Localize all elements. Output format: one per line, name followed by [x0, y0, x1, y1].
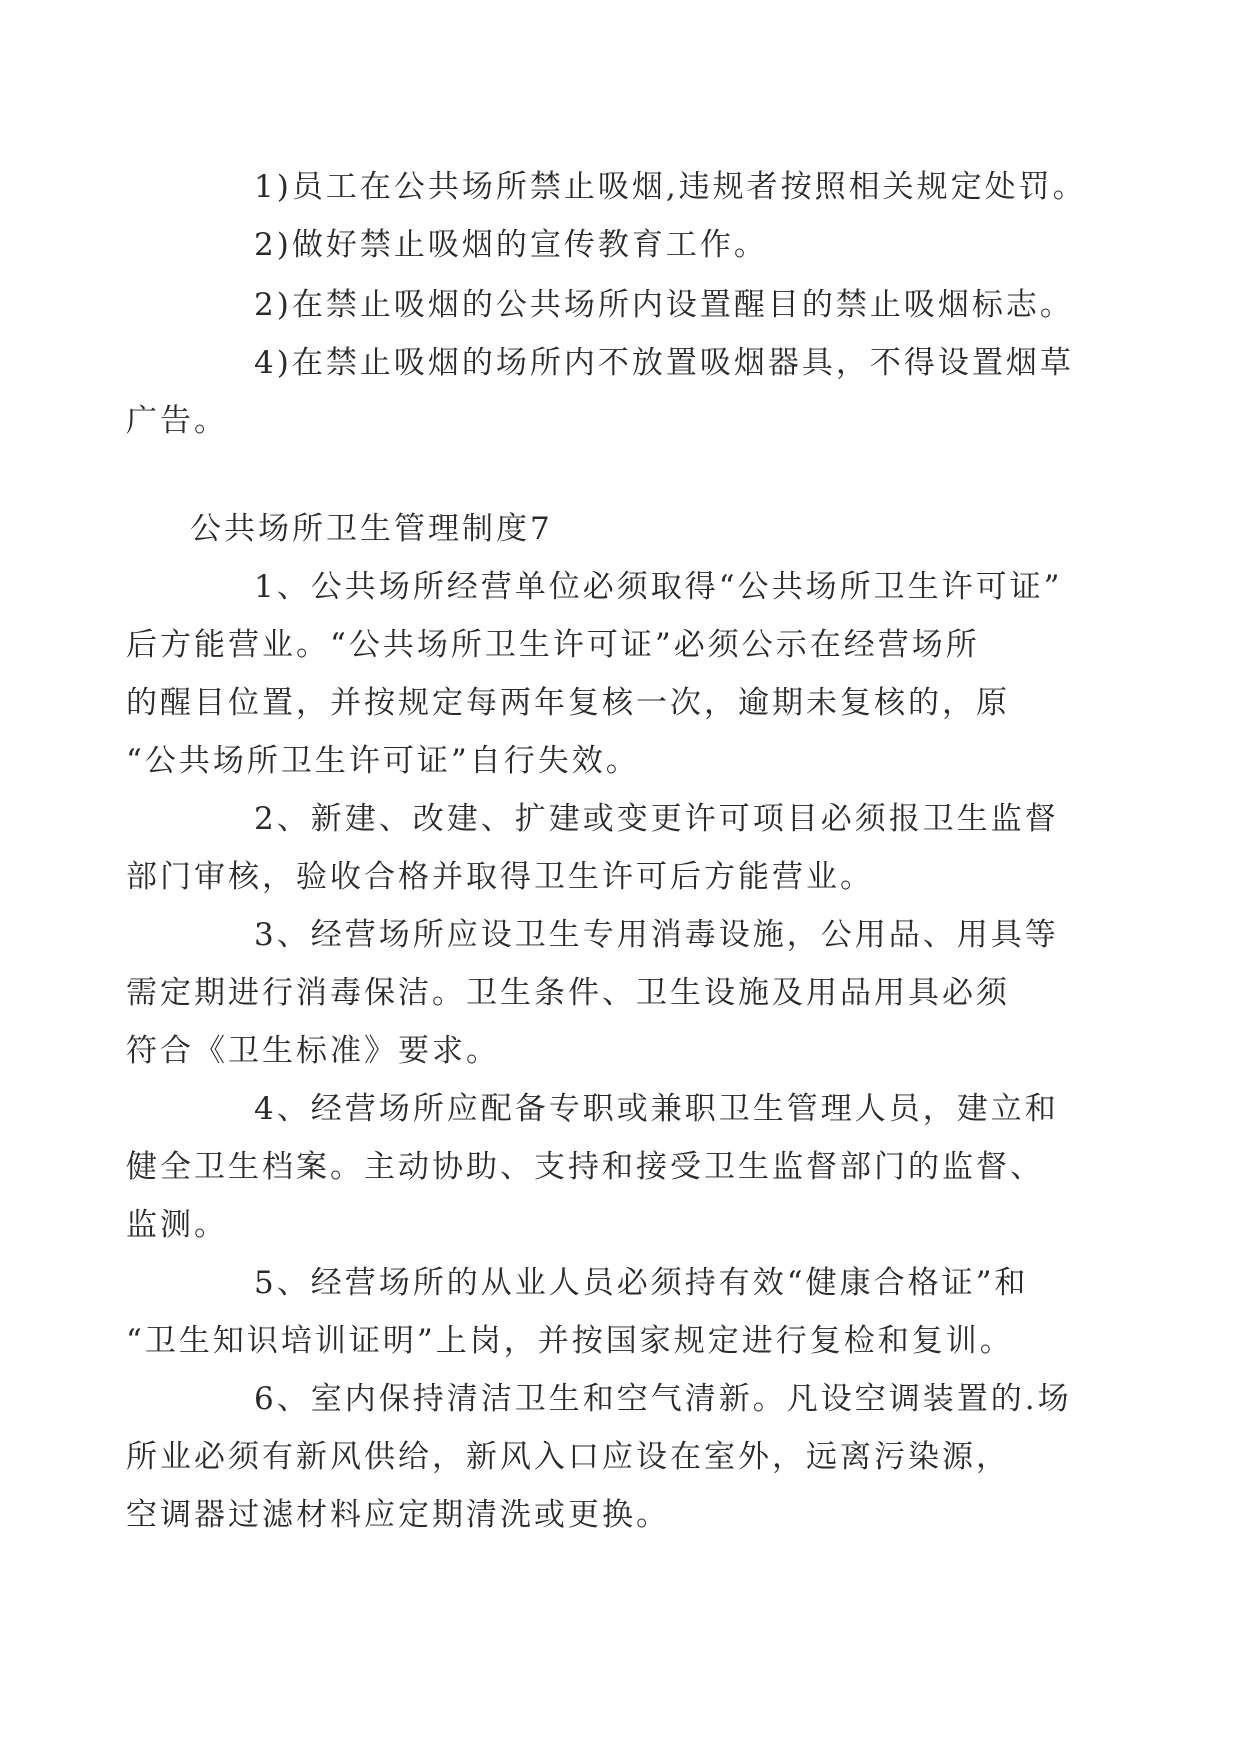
paragraph-1-line-2: 后方能营业。“公共场所卫生许可证”必须公示在经营场所 [126, 627, 980, 663]
smoking-rule-4-line-2: 广告。 [126, 403, 228, 439]
paragraph-6-line-3: 空调器过滤材料应定期清洗或更换。 [126, 1497, 670, 1533]
paragraph-6 [126, 1370, 1090, 1544]
paragraph-6-line-2: 所业必须有新风供给，新风入口应设在室外，远离污染源， [126, 1439, 1010, 1475]
paragraph-1-line-4: “公共场所卫生许可证”自行失效。 [126, 743, 640, 779]
smoking-rule-3 [190, 276, 1090, 334]
paragraph-4-line-1: 4、经营场所应配备专职或兼职卫生管理人员，建立和 [254, 1091, 1059, 1127]
smoking-rule-3-text: 2)在禁止吸烟的公共场所内设置醒目的禁止吸烟标志。 [254, 287, 1074, 323]
smoking-rule-4-line-1: 4)在禁止吸烟的场所内不放置吸烟器具，不得设置烟草 [254, 345, 1074, 381]
paragraph-1-line-3: 的醒目位置，并按规定每两年复核一次，逾期未复核的，原 [126, 685, 1010, 721]
paragraph-1 [126, 558, 1090, 790]
smoking-rule-1 [190, 158, 1090, 216]
paragraph-3-line-2: 需定期进行消毒保洁。卫生条件、卫生设施及用品用具必须 [126, 975, 1010, 1011]
paragraph-5-line-1: 5、经营场所的从业人员必须持有效“健康合格证”和 [254, 1265, 1029, 1301]
smoking-rule-2-text: 2)做好禁止吸烟的宣传教育工作。 [254, 227, 768, 263]
smoking-rule-4 [126, 334, 1090, 450]
paragraph-3-line-3: 符合《卫生标准》要求。 [126, 1033, 500, 1069]
paragraph-5 [126, 1254, 1090, 1370]
document-body [126, 158, 1090, 1544]
paragraph-2 [126, 790, 1090, 906]
paragraph-4-line-3: 监测。 [126, 1207, 228, 1243]
paragraph-4-line-2: 健全卫生档案。主动协助、支持和接受卫生监督部门的监督、 [126, 1149, 1044, 1185]
paragraph-3 [126, 906, 1090, 1080]
paragraph-4 [126, 1080, 1090, 1254]
smoking-rule-1-text: 1)员工在公共场所禁止吸烟,违规者按照相关规定处罚。 [254, 169, 1087, 205]
paragraph-2-line-2: 部门审核，验收合格并取得卫生许可后方能营业。 [126, 859, 874, 895]
section-title: 公共场所卫生管理制度7 [190, 511, 553, 547]
paragraph-6-line-1: 6、室内保持清洁卫生和空气清新。凡设空调装置的.场 [254, 1381, 1072, 1417]
paragraph-3-line-1: 3、经营场所应设卫生专用消毒设施，公用品、用具等 [254, 917, 1059, 953]
smoking-rule-2 [190, 216, 1090, 274]
paragraph-5-line-2: “卫生知识培训证明”上岗，并按国家规定进行复检和复训。 [126, 1323, 1014, 1359]
paragraph-1-line-1: 1、公共场所经营单位必须取得“公共场所卫生许可证” [254, 569, 1063, 605]
paragraph-2-line-1: 2、新建、改建、扩建或变更许可项目必须报卫生监督 [254, 801, 1059, 837]
